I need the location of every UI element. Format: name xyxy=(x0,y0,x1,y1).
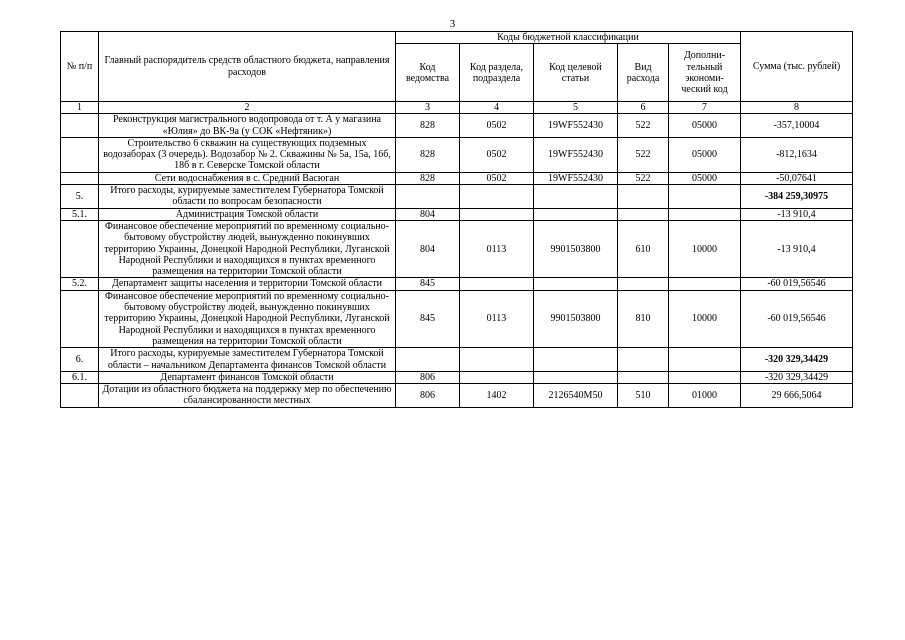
row-expense-type: 510 xyxy=(618,384,669,408)
table-row xyxy=(61,172,853,184)
row-number xyxy=(61,384,99,408)
row-econ-code: 05000 xyxy=(669,114,741,138)
row-section-code: 0502 xyxy=(460,114,534,138)
row-number: 5.1. xyxy=(61,208,99,220)
table-row xyxy=(61,114,853,138)
row-sum: -812,1634 xyxy=(741,137,853,172)
row-target-code: 2126540M50 xyxy=(534,384,618,408)
row-sum: -60 019,56546 xyxy=(741,278,853,290)
table-row xyxy=(61,208,853,220)
page-number: 3 xyxy=(449,18,456,30)
row-name: Итого расходы, курируемые заместителем Губернатора Томской области – начальником Департамента финансов Томской области xyxy=(99,348,396,372)
row-dept-code: 845 xyxy=(396,290,460,347)
header-num: № п/п xyxy=(61,32,99,102)
row-target-code xyxy=(534,185,618,209)
row-sum: -320 329,34429 xyxy=(741,371,853,383)
row-econ-code xyxy=(669,278,741,290)
row-dept-code: 804 xyxy=(396,220,460,277)
row-name: Администрация Томской области xyxy=(99,208,396,220)
column-number: 1 xyxy=(61,102,99,114)
row-sum: -60 019,56546 xyxy=(741,290,853,347)
row-dept-code: 806 xyxy=(396,371,460,383)
row-dept-code xyxy=(396,185,460,209)
header-econ-code: Дополни-тельный экономи-ческий код xyxy=(669,44,741,102)
row-expense-type: 522 xyxy=(618,114,669,138)
row-target-code: 9901503800 xyxy=(534,290,618,347)
row-dept-code: 828 xyxy=(396,114,460,138)
row-econ-code xyxy=(669,371,741,383)
row-target-code xyxy=(534,371,618,383)
table-body xyxy=(61,114,853,407)
row-econ-code xyxy=(669,185,741,209)
row-name: Реконструкция магистрального водопровода от т. А у магазина «Юлия» до ВК-9а (у СОК «Нефтяник») xyxy=(99,114,396,138)
row-target-code xyxy=(534,348,618,372)
row-number: 5. xyxy=(61,185,99,209)
row-section-code xyxy=(460,208,534,220)
table-row xyxy=(61,185,853,209)
row-name: Департамент защиты населения и территории Томской области xyxy=(99,278,396,290)
row-sum: -320 329,34429 xyxy=(741,348,853,372)
row-dept-code: 828 xyxy=(396,172,460,184)
column-number: 2 xyxy=(99,102,396,114)
row-sum: -13 910,4 xyxy=(741,220,853,277)
row-section-code: 1402 xyxy=(460,384,534,408)
row-econ-code: 10000 xyxy=(669,220,741,277)
row-section-code xyxy=(460,185,534,209)
row-expense-type xyxy=(618,371,669,383)
row-number: 6. xyxy=(61,348,99,372)
header-name: Главный распорядитель средств областного бюджета, направления расходов xyxy=(99,32,396,102)
row-target-code: 19WF552430 xyxy=(534,114,618,138)
column-number: 4 xyxy=(460,102,534,114)
row-section-code: 0113 xyxy=(460,290,534,347)
row-section-code: 0113 xyxy=(460,220,534,277)
row-sum: 29 666,5064 xyxy=(741,384,853,408)
row-econ-code: 10000 xyxy=(669,290,741,347)
row-dept-code: 828 xyxy=(396,137,460,172)
row-sum: -384 259,30975 xyxy=(741,185,853,209)
row-target-code: 9901503800 xyxy=(534,220,618,277)
row-number xyxy=(61,172,99,184)
column-number: 3 xyxy=(396,102,460,114)
row-econ-code xyxy=(669,348,741,372)
row-number xyxy=(61,137,99,172)
row-target-code xyxy=(534,208,618,220)
row-name: Итого расходы, курируемые заместителем Губернатора Томской области по вопросам безопасности xyxy=(99,185,396,209)
header-sum: Сумма (тыс. рублей) xyxy=(741,32,853,102)
row-expense-type: 522 xyxy=(618,137,669,172)
row-name: Строительство 6 скважин на существующих подземных водозаборах (3 очередь). Водозабор № 2. Скважины № 5а, 15а, 16б, 18б в г. Северске Томской области xyxy=(99,137,396,172)
row-econ-code xyxy=(669,208,741,220)
row-expense-type: 522 xyxy=(618,172,669,184)
table-row xyxy=(61,371,853,383)
row-expense-type: 810 xyxy=(618,290,669,347)
row-target-code: 19WF552430 xyxy=(534,137,618,172)
row-econ-code: 05000 xyxy=(669,137,741,172)
budget-table xyxy=(60,31,853,408)
header-codes-group: Коды бюджетной классификации xyxy=(396,32,741,44)
table-row xyxy=(61,348,853,372)
row-econ-code: 05000 xyxy=(669,172,741,184)
table-row xyxy=(61,220,853,277)
header-expense-type: Вид расхода xyxy=(618,44,669,102)
column-number: 7 xyxy=(669,102,741,114)
table-row xyxy=(61,384,853,408)
row-expense-type xyxy=(618,278,669,290)
row-sum: -357,10004 xyxy=(741,114,853,138)
row-number xyxy=(61,114,99,138)
header-target-code: Код целевой статьи xyxy=(534,44,618,102)
column-number: 8 xyxy=(741,102,853,114)
row-expense-type xyxy=(618,348,669,372)
row-expense-type xyxy=(618,185,669,209)
row-dept-code xyxy=(396,348,460,372)
column-number: 5 xyxy=(534,102,618,114)
row-expense-type xyxy=(618,208,669,220)
row-dept-code: 845 xyxy=(396,278,460,290)
row-target-code: 19WF552430 xyxy=(534,172,618,184)
row-expense-type: 610 xyxy=(618,220,669,277)
row-section-code xyxy=(460,278,534,290)
row-number xyxy=(61,220,99,277)
row-sum: -13 910,4 xyxy=(741,208,853,220)
row-econ-code: 01000 xyxy=(669,384,741,408)
row-name: Финансовое обеспечение мероприятий по временному социально-бытовому обустройству людей, вынужденно покинувших территорию Украины, Донецкой Народной Республики, Луганской Народной Республики и находящихся в пунктах временного размещения на территории Томской области xyxy=(99,220,396,277)
row-name: Сети водоснабжения в с. Средний Васюган xyxy=(99,172,396,184)
table-row xyxy=(61,137,853,172)
row-dept-code: 804 xyxy=(396,208,460,220)
row-dept-code: 806 xyxy=(396,384,460,408)
table-row xyxy=(61,278,853,290)
row-section-code xyxy=(460,348,534,372)
row-name: Дотации из областного бюджета на поддержку мер по обеспечению сбалансированности местных xyxy=(99,384,396,408)
row-section-code: 0502 xyxy=(460,172,534,184)
row-number: 5.2. xyxy=(61,278,99,290)
row-sum: -50,07641 xyxy=(741,172,853,184)
row-section-code: 0502 xyxy=(460,137,534,172)
row-number xyxy=(61,290,99,347)
row-target-code xyxy=(534,278,618,290)
header-section-code: Код раздела, подраздела xyxy=(460,44,534,102)
row-name: Финансовое обеспечение мероприятий по временному социально-бытовому обустройству людей, вынужденно покинувших территорию Украины, Донецкой Народной Республики, Луганской Народной Республики и находящихся в пунктах временного размещения на территории Томской области xyxy=(99,290,396,347)
column-number: 6 xyxy=(618,102,669,114)
table-row xyxy=(61,290,853,347)
header-dept-code: Код ведомства xyxy=(396,44,460,102)
row-section-code xyxy=(460,371,534,383)
row-name: Департамент финансов Томской области xyxy=(99,371,396,383)
row-number: 6.1. xyxy=(61,371,99,383)
column-numbers-row xyxy=(61,102,853,114)
